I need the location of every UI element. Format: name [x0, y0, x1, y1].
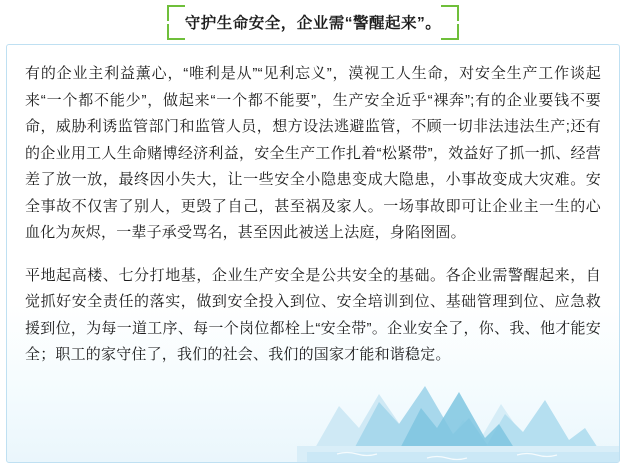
paragraph-2: 平地起高楼、七分打地基，企业生产安全是公共安全的基础。各企业需警醒起来，自觉抓好安全责任的落实，做到安全投入到位、安全培训到位、基础管理到位、应急救援到位，为每一道工序、每一个岗位都栓上“安全带”。企业安全了，你、我、他才能安全；职工的家守住了，我们的社会、我们的国家才能和谐稳定。	[25, 266, 601, 363]
article-body	[7, 45, 619, 369]
page-title	[167, 5, 460, 40]
article-card	[6, 44, 620, 463]
title-area	[0, 0, 626, 44]
title-corner-top-right-icon	[441, 5, 459, 21]
paragraph-1: 有的企业主利益薰心，“唯利是从”“见利忘义”，漠视工人生命，对安全生产工作谈起来“一个都不能少”，做起来“一个都不能要”，生产安全近乎“裸奔”;有的企业要钱不要命，威胁利诱监管部门和监管人员，想方设法逃避监管，不顾一切非法违法生产;还有的企业用工人生命赌博经济利益，安全生产工作扎着“松紧带”，效益好了抓一抓、经营差了放一放，最终因小失大，让一些安全小隐患变成大隐患，小事故变成大灾难。安全事故不仅害了别人，更毁了自己，甚至祸及家人。一场事故即可让企业主一生的心血化为灰烬，一辈子承受骂名，甚至因此被送上法庭，身陷囹圄。	[25, 65, 601, 241]
page-title-text: 守护生命安全，企业需“警醒起来”。	[184, 14, 442, 32]
title-corner-bottom-left-icon	[167, 24, 185, 40]
